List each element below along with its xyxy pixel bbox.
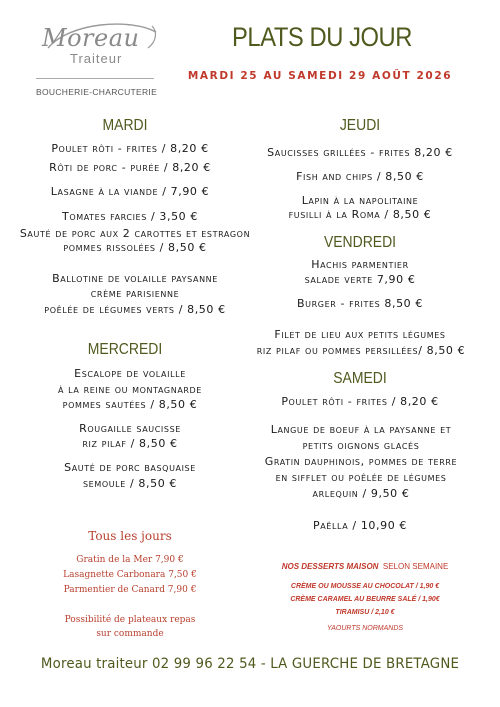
- dish-item: Rougaille saucisse: [79, 422, 181, 435]
- dish-item: Gratin dauphinois, pommes de terre: [264, 455, 458, 468]
- dish-item: Lasagne à la viande / 7,90 €: [50, 185, 210, 198]
- day-heading-vendredi: VENDREDI: [323, 234, 397, 251]
- dish-item: Rôti de porc - purée / 8,20 €: [49, 161, 211, 174]
- dish-item: riz pilaf ou pommes persillées/ 8,50 €: [256, 344, 466, 357]
- logo-subtitle: Traiteur: [70, 51, 123, 66]
- dessert-item: CRÈME CARAMEL AU BEURRE SALÉ / 1,90€: [290, 596, 440, 603]
- dish-item: Fish and chips / 8,50 €: [296, 170, 424, 183]
- desserts-heading: [240, 562, 490, 571]
- dish-item: Lapin à la napolitaine: [301, 194, 419, 207]
- dessert-item: TIRAMISU / 2,10 €: [335, 609, 395, 616]
- logo-divider: [36, 78, 154, 79]
- dish-item: pommes sautées / 8,50 €: [62, 398, 198, 411]
- desserts-title: NOS DESSERTS MAISON: [281, 562, 379, 571]
- dish-item: en sifflet ou poêlée de légumes: [275, 471, 447, 484]
- dish-item: fusilli à la Roma / 8,50 €: [288, 208, 432, 221]
- dish-item: à la reine ou montagnarde: [58, 383, 202, 396]
- desserts-note: SELON SEMAINE: [382, 562, 449, 571]
- dish-item: Hachis parmentier: [311, 258, 409, 271]
- dish-item: semoule / 8,50 €: [83, 477, 177, 490]
- daily-dish-item: Lasagnette Carbonara 7,50 €: [63, 570, 197, 580]
- tous-les-jours-heading: Tous les jours: [88, 529, 172, 543]
- dish-item: salade verte 7,90 €: [304, 273, 416, 286]
- dish-item: Saucisses grillées - frites 8,20 €: [267, 146, 453, 159]
- plateaux-note: sur commande: [96, 629, 164, 639]
- dish-item: Poulet rôti - frites / 8,20 €: [281, 395, 439, 408]
- dish-item: Escalope de volaille: [74, 367, 186, 380]
- daily-dish-item: Parmentier de Canard 7,90 €: [63, 585, 197, 595]
- day-heading-jeudi: JEUDI: [339, 117, 381, 134]
- logo-tagline: BOUCHERIE-CHARCUTERIE: [36, 87, 158, 97]
- dish-item: Sauté de porc basquaise: [64, 461, 196, 474]
- dish-item: Ballotine de volaille paysanne: [52, 272, 218, 285]
- dessert-item: CRÈME OU MOUSSE AU CHOCOLAT / 1,90 €: [290, 583, 440, 590]
- dish-item: Poulet rôti - frites / 8,20 €: [51, 142, 209, 155]
- yaourts-note: YAOURTS NORMANDS: [326, 625, 404, 632]
- dish-item: Paëlla / 10,90 €: [312, 519, 408, 532]
- day-heading-mercredi: MERCREDI: [87, 341, 163, 358]
- logo-name: Moreau: [42, 24, 140, 52]
- dish-item: Langue de boeuf à la paysanne et: [270, 423, 452, 436]
- dish-item: Burger - frites 8,50 €: [297, 297, 423, 310]
- dish-item: Filet de lieu aux petits légumes: [274, 328, 446, 341]
- dish-item: riz pilaf / 8,50 €: [82, 437, 178, 450]
- dish-item: crème parisienne: [90, 287, 180, 300]
- day-heading-samedi: SAMEDI: [333, 370, 387, 387]
- date-range: MARDI 25 AU SAMEDI 29 AOÛT 2026: [187, 70, 453, 82]
- dish-item: pommes rissolées / 8,50 €: [63, 241, 207, 254]
- day-heading-mardi: MARDI: [102, 117, 148, 134]
- dish-item: poêlée de légumes verts / 8,50 €: [44, 303, 226, 316]
- dish-item: Tomates farcies / 3,50 €: [62, 210, 198, 223]
- daily-dish-item: Gratin de la Mer 7,90 €: [76, 555, 184, 565]
- plateaux-note: Possibilité de plateaux repas: [64, 615, 196, 625]
- page-title: PLATS DU JOUR: [232, 22, 412, 52]
- dish-item: Sauté de porc aux 2 carottes et estragon: [19, 227, 251, 240]
- footer-contact: Moreau traiteur 02 99 96 22 54 - LA GUERCHE DE BRETAGNE: [40, 656, 460, 672]
- dish-item: arlequin / 9,50 €: [312, 487, 410, 500]
- dish-item: petits oignons glacés: [302, 439, 420, 452]
